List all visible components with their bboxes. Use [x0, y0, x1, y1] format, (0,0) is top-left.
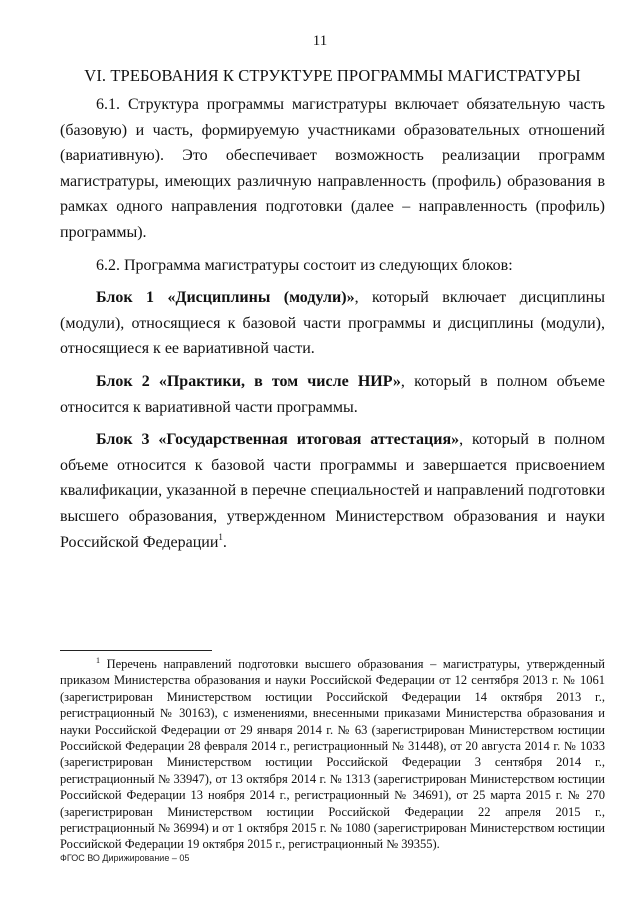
section-title: VI. ТРЕБОВАНИЯ К СТРУКТУРЕ ПРОГРАММЫ МАГИСТРАТУРЫ	[84, 66, 581, 85]
footnote-reference: 1	[218, 531, 223, 542]
footnote-text: Перечень направлений подготовки высшего образования – магистратуры, утвержденный приказом Министерства образования и науки Российской Федерации от 12 сентября 2013 г. № 1061 (зарегистрирован Министерством юстиции Российской Федерации 14 октября 2013 г., регистрационный № 30163), с изменениями, внесенными приказами Министерства образования и науки Российской Федерации от 29 января 2014 г. № 63 (зарегистрирован Министерством юстиции Российской Федерации 28 февраля 2014 г., регистрационный № 31448), от 20 августа 2014 г. № 1033 (зарегистрирован Министерством юстиции Российской Федерации 3 сентября 2014 г., регистрационный № 33947), от 13 октября 2014 г. № 1313 (зарегистрирован Министерством юстиции Российской Федерации 13 ноября 2014 г., регистрационный № 34691), от 25 марта 2015 г. № 270 (зарегистрирован Министерством юстиции Российской Федерации 22 апреля 2015 г., регистрационный № 36994) и от 1 октября 2015 г. № 1080 (зарегистрирован Министерством юстиции Российской Федерации 19 октября 2015 г., регистрационный № 39355).	[60, 657, 605, 852]
document-footer-label: ФГОС ВО Дирижирование – 05	[60, 853, 190, 863]
footnote-marker: 1	[96, 656, 100, 665]
block-1-title: Блок 1 «Дисциплины (модули)»	[96, 289, 355, 307]
block-2-text: , который в полном объеме относится к вариативной части программы.	[60, 372, 605, 416]
paragraph-block-1	[60, 285, 605, 362]
block-2-title: Блок 2 «Практики, в том числе НИР»	[96, 372, 401, 390]
paragraph-6-1: 6.1. Структура программы магистратуры включает обязательную часть (базовую) и часть, формируемую участниками образовательных отношений (вариативную). Это обеспечивает возможность реализации программ магистратуры, имеющих различную направленность (профиль) образования в рамках одного направления подготовки (далее – направленность (профиль) программы).	[60, 96, 605, 241]
footnote-paragraph	[60, 656, 605, 853]
block-3-end: .	[222, 533, 227, 551]
body-text	[60, 92, 605, 555]
block-3-text: , который в полном объеме относится к базовой части программы и завершается присвоением квалификации, указанной в перечне специальностей и направлений подготовки высшего образования, утвержденном Министерством образования и науки Российской Федерации	[60, 431, 605, 551]
paragraph-block-3	[60, 427, 605, 555]
paragraph-6-2: 6.2. Программа магистратуры состоит из следующих блоков:	[96, 256, 513, 274]
footnote-divider	[60, 650, 212, 651]
block-3-title: Блок 3 «Государственная итоговая аттестация»	[96, 431, 460, 449]
footnote	[60, 656, 605, 853]
page-number: 11	[312, 33, 328, 49]
block-1-text: , который включает дисциплины (модули), относящиеся к базовой части программы и дисциплины (модули), относящиеся к ее вариативной части.	[60, 289, 605, 358]
paragraph-block-2	[60, 369, 605, 420]
